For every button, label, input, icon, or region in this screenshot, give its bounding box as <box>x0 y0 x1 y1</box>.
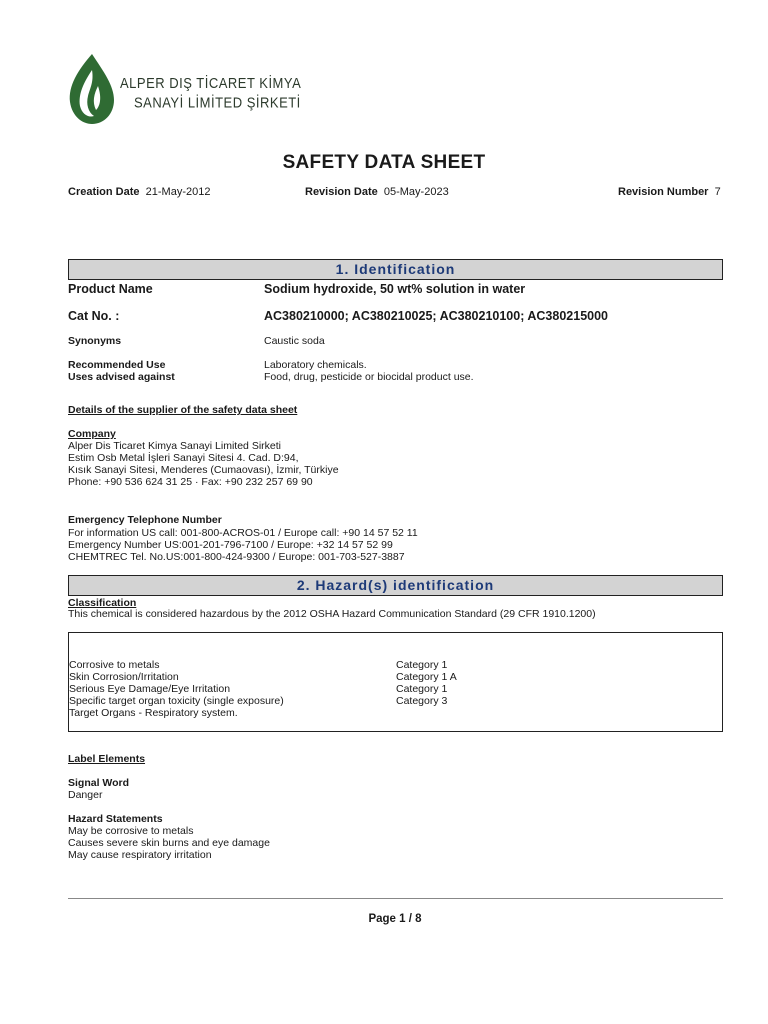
signal-word-value: Danger <box>68 789 103 801</box>
hazard-category: Category 1 <box>396 659 448 671</box>
target-organs: Target Organs - Respiratory system. <box>69 707 238 719</box>
label-elements-heading: Label Elements <box>68 753 146 765</box>
hazard-category: Category 3 <box>396 695 448 707</box>
emergency-line: Emergency Number US:001-201-796-7100 / Europe: +32 14 57 52 99 <box>68 539 393 551</box>
footer-divider <box>68 898 723 899</box>
revision-number-label: Revision Number <box>618 186 709 198</box>
revision-number-value: 7 <box>714 186 721 198</box>
company-phone-line: Phone: +90 536 624 31 25 · Fax: +90 232 257 69 90 <box>68 476 313 488</box>
synonyms-label: Synonyms <box>68 335 122 347</box>
hazard-statement: May be corrosive to metals <box>68 825 194 837</box>
product-name-label: Product Name <box>68 282 153 296</box>
hazard-name: Specific target organ toxicity (single exposure) <box>69 695 284 707</box>
hazard-statement: Causes severe skin burns and eye damage <box>68 837 270 849</box>
hazard-classification-table <box>68 632 723 732</box>
cat-no-label: Cat No. : <box>68 309 120 323</box>
logo-line-2: SANAYİ LİMİTED ŞİRKETİ <box>134 93 301 111</box>
hazard-category: Category 1 <box>396 683 448 695</box>
company-address-line: Kısık Sanayi Sitesi, Menderes (Cumaovası), İzmir, Türkiye <box>68 464 339 476</box>
uses-advised-against-value: Food, drug, pesticide or biocidal product use. <box>264 371 474 383</box>
uses-advised-against-label: Uses advised against <box>68 371 175 383</box>
creation-date-value: 21-May-2012 <box>145 186 211 198</box>
cat-no-value: AC380210000; AC380210025; AC380210100; AC380215000 <box>264 309 609 323</box>
hazard-name: Serious Eye Damage/Eye Irritation <box>69 683 231 695</box>
revision-date-label: Revision Date <box>305 186 378 198</box>
section-1-heading: 1. Identification <box>68 259 723 280</box>
emergency-line: CHEMTREC Tel. No.US:001-800-424-9300 / Europe: 001-703-527-3887 <box>68 551 405 563</box>
company-heading: Company <box>68 428 116 440</box>
company-address-line: Estim Osb Metal İşleri Sanayi Sitesi 4. Cad. D:94, <box>68 452 299 464</box>
recommended-use-label: Recommended Use <box>68 359 166 371</box>
supplier-details-heading: Details of the supplier of the safety data sheet <box>68 404 298 416</box>
synonyms-value: Caustic soda <box>264 335 325 347</box>
revision-date <box>305 186 449 198</box>
signal-word-label: Signal Word <box>68 777 130 789</box>
hazard-name: Skin Corrosion/Irritation <box>69 671 179 683</box>
emergency-line: For information US call: 001-800-ACROS-01 / Europe call: +90 14 57 52 11 <box>68 527 418 539</box>
hazard-name: Corrosive to metals <box>69 659 160 671</box>
hazard-statement: May cause respiratory irritation <box>68 849 212 861</box>
emergency-phone-heading: Emergency Telephone Number <box>68 514 222 526</box>
hazard-statements-label: Hazard Statements <box>68 813 163 825</box>
recommended-use-value: Laboratory chemicals. <box>264 359 367 371</box>
company-address-line: Alper Dis Ticaret Kimya Sanayi Limited Sirketi <box>68 440 281 452</box>
classification-text: This chemical is considered hazardous by the 2012 OSHA Hazard Communication Standard (29 CFR 1910.1200) <box>68 608 596 620</box>
product-name-value: Sodium hydroxide, 50 wt% solution in water <box>264 282 526 296</box>
section-2-heading: 2. Hazard(s) identification <box>68 575 723 596</box>
creation-date-label: Creation Date <box>68 186 140 198</box>
revision-number <box>618 186 721 198</box>
page-number: Page 1 / 8 <box>368 913 422 925</box>
document-title: SAFETY DATA SHEET <box>282 152 486 173</box>
logo-line-1: ALPER DIŞ TİCARET KİMYA <box>120 74 302 92</box>
hazard-category: Category 1 A <box>396 671 457 683</box>
classification-heading: Classification <box>68 597 137 609</box>
revision-date-value: 05-May-2023 <box>383 186 449 198</box>
company-logo-icon <box>64 52 116 126</box>
creation-date <box>68 186 210 198</box>
company-logo-text <box>120 73 301 112</box>
